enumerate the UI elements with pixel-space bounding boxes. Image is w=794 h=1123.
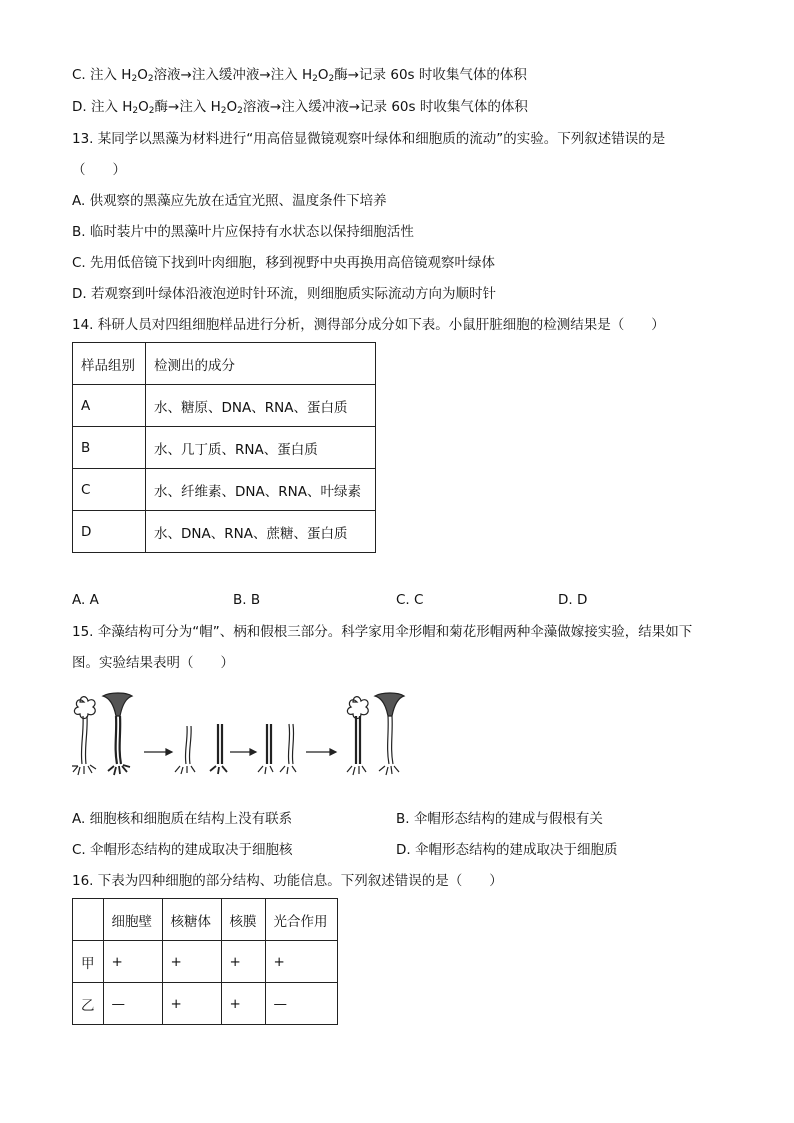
table-header-row (73, 343, 376, 385)
q13-option-a: A. 供观察的黑藻应先放在适宜光照、温度条件下培养 (72, 193, 387, 209)
acetabularia-grafting-figure (70, 688, 415, 788)
table-header-cell: 检测出的成分 (146, 343, 376, 385)
q14-option-d: D. D (558, 592, 588, 608)
q16-stem: 16. 下表为四种细胞的部分结构、功能信息。下列叙述错误的是（ ） (72, 873, 503, 889)
cut-stalk-pair-icon (175, 724, 227, 774)
q15-stem-line2: 图。实验结果表明（ ） (72, 655, 234, 671)
q15-option-d: D. 伞帽形态结构的建成取决于细胞质 (396, 842, 618, 858)
table-cell: + (162, 941, 221, 983)
table-cell: A (73, 385, 146, 427)
result-flower-cap-alga-icon (347, 697, 368, 775)
q14-option-b: B. B (233, 592, 261, 608)
table-row (73, 469, 376, 511)
q12-option-d: D. 注入 $H_2O_2$酶→注入 $H_2O_2$溶液→注入缓冲液→记录 60s 时收集气体的体积 (72, 99, 528, 116)
table-cell: B (73, 427, 146, 469)
table-row (73, 941, 338, 983)
result-umbrella-cap-alga-icon (375, 693, 404, 775)
table-row (73, 385, 376, 427)
table-cell: 水、DNA、RNA、蔗糖、蛋白质 (146, 511, 376, 553)
table-cell: + (265, 941, 337, 983)
flower-cap-alga-icon (72, 697, 96, 775)
table-row (73, 983, 338, 1025)
q13-option-d: D. 若观察到叶绿体沿液泡逆时针环流，则细胞质实际流动方向为顺时针 (72, 286, 496, 302)
table-header-cell: 样品组别 (73, 343, 146, 385)
q15-option-a: A. 细胞核和细胞质在结构上没有联系 (72, 811, 293, 827)
table-cell: 水、纤维素、DNA、RNA、叶绿素 (146, 469, 376, 511)
table-cell: C (73, 469, 146, 511)
regrowing-stalk-pair-icon (258, 724, 296, 774)
q14-option-a: A. A (72, 592, 99, 608)
table-cell: 水、糖原、DNA、RNA、蛋白质 (146, 385, 376, 427)
table-row (73, 427, 376, 469)
table-header-row (73, 899, 338, 941)
q14-option-c: C. C (396, 592, 424, 608)
q14-stem: 14. 科研人员对四组细胞样品进行分析，测得部分成分如下表。小鼠肝脏细胞的检测结果是（ ） (72, 317, 665, 333)
table-cell: + (103, 941, 162, 983)
table-cell: D (73, 511, 146, 553)
q15-option-c: C. 伞帽形态结构的建成取决于细胞核 (72, 842, 293, 858)
table-row (73, 511, 376, 553)
q13-option-b: B. 临时装片中的黑藻叶片应保持有水状态以保持细胞活性 (72, 224, 414, 240)
q15-stem-line1: 15. 伞藻结构可分为“帽”、柄和假根三部分。科学家用伞形帽和菊花形帽两种伞藻做嫁接实验，结果如下 (72, 624, 693, 640)
table-cell: 乙 (73, 983, 104, 1025)
q13-stem: 13. 某同学以黑藻为材料进行“用高倍显微镜观察叶绿体和细胞质的流动”的实验。下列叙述错误的是 (72, 131, 666, 147)
umbrella-cap-alga-icon (103, 693, 132, 775)
table-header-cell: 核糖体 (162, 899, 221, 941)
table-cell: — (103, 983, 162, 1025)
q12-option-c: C. 注入 $H_2O_2$溶液→注入缓冲液→注入 $H_2O_2$酶→记录 60s 时收集气体的体积 (72, 67, 527, 84)
q16-table (72, 898, 338, 1025)
table-cell: + (221, 941, 265, 983)
q14-table (72, 342, 376, 553)
q15-option-b: B. 伞帽形态结构的建成与假根有关 (396, 811, 603, 827)
table-cell: — (265, 983, 337, 1025)
table-cell: + (221, 983, 265, 1025)
table-cell: 水、几丁质、RNA、蛋白质 (146, 427, 376, 469)
table-cell: 甲 (73, 941, 104, 983)
table-header-cell: 核膜 (221, 899, 265, 941)
table-header-cell: 细胞壁 (103, 899, 162, 941)
q13-option-c: C. 先用低倍镜下找到叶肉细胞，移到视野中央再换用高倍镜观察叶绿体 (72, 255, 496, 271)
table-header-cell: 光合作用 (265, 899, 337, 941)
table-header-cell (73, 899, 104, 941)
q13-answer-paren: （ ） (72, 162, 126, 178)
table-cell: + (162, 983, 221, 1025)
